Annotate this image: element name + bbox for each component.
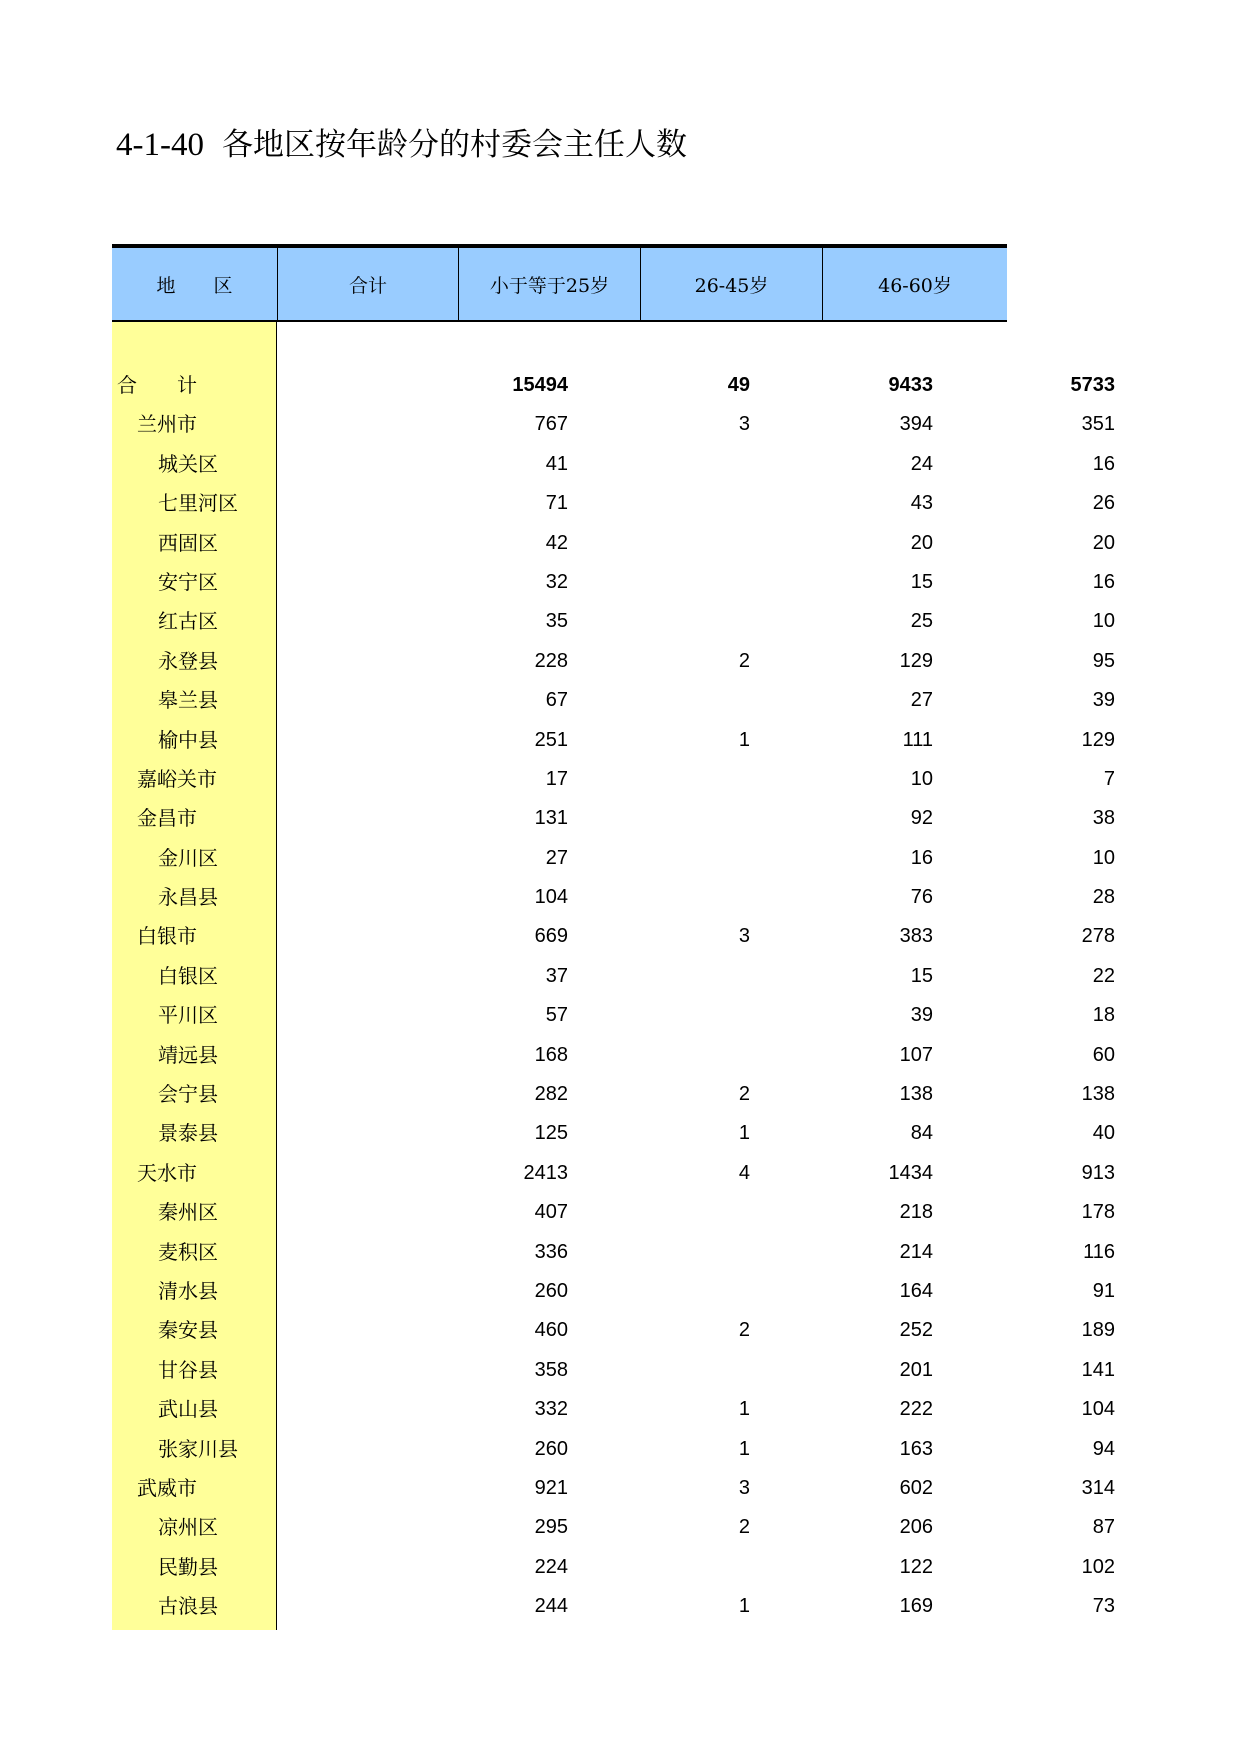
age-46-60-value: 129 xyxy=(1081,728,1115,751)
table-code: 4-1-40 xyxy=(116,127,204,163)
age-46-60-value: 7 xyxy=(1103,767,1115,790)
region-name: 民勤县 xyxy=(158,1554,218,1579)
age-26-45-value: 76 xyxy=(910,886,933,909)
table-row xyxy=(112,445,1115,484)
region-name: 合 计 xyxy=(117,373,197,397)
le25-value: 2 xyxy=(738,1083,750,1106)
region-name: 红古区 xyxy=(158,609,218,634)
total-value: 168 xyxy=(534,1043,568,1066)
total-value: 460 xyxy=(534,1319,568,1342)
age-46-60-value: 138 xyxy=(1081,1083,1115,1106)
table-row xyxy=(112,602,1115,641)
total-value: 42 xyxy=(545,531,568,554)
age-26-45-value: 394 xyxy=(899,413,933,436)
age-26-45-value: 15 xyxy=(910,964,933,987)
total-value: 295 xyxy=(534,1516,568,1539)
region-name: 白银区 xyxy=(158,963,218,988)
table-row xyxy=(112,1351,1115,1390)
age-46-60-value: 351 xyxy=(1081,413,1115,436)
region-name: 清水县 xyxy=(158,1278,218,1303)
age-46-60-value: 94 xyxy=(1092,1437,1115,1460)
region-name: 城关区 xyxy=(158,451,218,476)
table-row xyxy=(112,1311,1115,1350)
le25-value xyxy=(568,760,750,799)
le25-value xyxy=(568,602,750,641)
age-26-45-value: 24 xyxy=(910,452,933,475)
region-name: 七里河区 xyxy=(158,491,238,516)
age-46-60-value: 16 xyxy=(1092,570,1115,593)
age-46-60-value: 141 xyxy=(1081,1358,1115,1381)
le25-value xyxy=(568,996,750,1035)
le25-value xyxy=(568,957,750,996)
table-row xyxy=(112,484,1115,523)
region-name: 兰州市 xyxy=(137,412,197,437)
region-name: 平川区 xyxy=(158,1003,218,1028)
age-26-45-value: 27 xyxy=(910,689,933,712)
table-row xyxy=(112,839,1115,878)
le25-value xyxy=(568,1036,750,1075)
total-value: 336 xyxy=(534,1240,568,1263)
header-26-45: 26-45岁 xyxy=(641,248,823,320)
age-46-60-value: 22 xyxy=(1092,964,1115,987)
age-26-45-value: 252 xyxy=(899,1319,933,1342)
table-row xyxy=(112,917,1115,956)
age-46-60-value: 26 xyxy=(1092,492,1115,515)
age-46-60-value: 16 xyxy=(1092,452,1115,475)
region-name: 天水市 xyxy=(137,1160,197,1185)
age-46-60-value: 314 xyxy=(1081,1476,1115,1499)
total-value: 15494 xyxy=(512,374,568,396)
table-row xyxy=(112,1272,1115,1311)
region-name: 永登县 xyxy=(158,648,218,673)
le25-value xyxy=(568,681,750,720)
total-value: 332 xyxy=(534,1398,568,1421)
age-46-60-value: 20 xyxy=(1092,531,1115,554)
table-row xyxy=(112,563,1115,602)
total-value: 228 xyxy=(534,649,568,672)
region-name: 金川区 xyxy=(158,845,218,870)
age-26-45-value: 383 xyxy=(899,925,933,948)
age-26-45-value: 16 xyxy=(910,846,933,869)
age-46-60-value: 178 xyxy=(1081,1201,1115,1224)
table-row xyxy=(112,405,1115,444)
age-26-45-value: 164 xyxy=(899,1279,933,1302)
age-26-45-value: 43 xyxy=(910,492,933,515)
table-title: 各地区按年龄分的村委会主任人数 xyxy=(221,127,687,163)
table-row xyxy=(112,1390,1115,1429)
le25-value: 4 xyxy=(738,1161,750,1184)
header-total: 合计 xyxy=(278,248,459,320)
age-26-45-value: 138 xyxy=(899,1083,933,1106)
total-value: 260 xyxy=(534,1437,568,1460)
le25-value xyxy=(568,1548,750,1587)
region-name: 秦州区 xyxy=(158,1200,218,1225)
table-row xyxy=(112,1469,1115,1508)
table-row xyxy=(112,957,1115,996)
total-value: 57 xyxy=(545,1004,568,1027)
total-value: 244 xyxy=(534,1595,568,1618)
age-26-45-value: 111 xyxy=(902,728,933,751)
total-value: 32 xyxy=(545,570,568,593)
le25-value: 1 xyxy=(738,1437,750,1460)
page-title xyxy=(116,123,687,167)
le25-value: 3 xyxy=(738,925,750,948)
age-26-45-value: 107 xyxy=(899,1043,933,1066)
region-name: 麦积区 xyxy=(158,1239,218,1264)
region-name: 景泰县 xyxy=(158,1121,218,1146)
table-row xyxy=(112,1508,1115,1547)
region-name: 永昌县 xyxy=(158,885,218,910)
age-26-45-value: 169 xyxy=(899,1595,933,1618)
total-value: 104 xyxy=(534,886,568,909)
le25-value xyxy=(568,445,750,484)
total-value: 27 xyxy=(545,846,568,869)
total-value: 669 xyxy=(534,925,568,948)
table-row xyxy=(112,878,1115,917)
total-value: 67 xyxy=(545,689,568,712)
age-46-60-value: 278 xyxy=(1081,925,1115,948)
le25-value: 2 xyxy=(738,649,750,672)
table-row xyxy=(112,366,1115,405)
table-row xyxy=(112,1114,1115,1153)
total-value: 35 xyxy=(545,610,568,633)
le25-value xyxy=(568,1233,750,1272)
table-row xyxy=(112,1154,1115,1193)
region-name: 嘉峪关市 xyxy=(137,766,217,791)
region-name: 西固区 xyxy=(158,530,218,555)
age-26-45-value: 122 xyxy=(899,1555,933,1578)
table-row xyxy=(112,1036,1115,1075)
total-value: 17 xyxy=(545,767,568,790)
le25-value xyxy=(568,1351,750,1390)
le25-value xyxy=(568,1272,750,1311)
region-name: 皋兰县 xyxy=(158,688,218,713)
table-row xyxy=(112,1587,1115,1626)
le25-value: 49 xyxy=(727,374,750,396)
region-name: 会宁县 xyxy=(158,1082,218,1107)
le25-value: 3 xyxy=(738,413,750,436)
age-26-45-value: 218 xyxy=(899,1201,933,1224)
region-name: 榆中县 xyxy=(158,727,218,752)
header-region: 地 区 xyxy=(112,248,278,320)
age-46-60-value: 913 xyxy=(1081,1161,1115,1184)
age-46-60-value: 189 xyxy=(1081,1319,1115,1342)
region-name: 武威市 xyxy=(137,1475,197,1500)
age-46-60-value: 95 xyxy=(1092,649,1115,672)
region-name: 甘谷县 xyxy=(158,1357,218,1382)
total-value: 251 xyxy=(534,728,568,751)
table-row xyxy=(112,681,1115,720)
age-26-45-value: 129 xyxy=(899,649,933,672)
le25-value xyxy=(568,878,750,917)
age-26-45-value: 92 xyxy=(910,807,933,830)
le25-value xyxy=(568,799,750,838)
le25-value xyxy=(568,1193,750,1232)
region-name: 白银市 xyxy=(137,924,197,949)
le25-value: 1 xyxy=(738,728,750,751)
age-46-60-value: 87 xyxy=(1092,1516,1115,1539)
age-26-45-value: 25 xyxy=(910,610,933,633)
total-value: 41 xyxy=(545,452,568,475)
age-26-45-value: 10 xyxy=(910,767,933,790)
region-name: 古浪县 xyxy=(158,1594,218,1619)
age-46-60-value: 40 xyxy=(1092,1122,1115,1145)
total-value: 125 xyxy=(534,1122,568,1145)
table-row xyxy=(112,1193,1115,1232)
age-26-45-value: 9433 xyxy=(888,374,933,396)
table-row xyxy=(112,799,1115,838)
age-46-60-value: 39 xyxy=(1092,689,1115,712)
le25-value: 2 xyxy=(738,1319,750,1342)
age-46-60-value: 18 xyxy=(1092,1004,1115,1027)
table-row xyxy=(112,1548,1115,1587)
age-26-45-value: 602 xyxy=(899,1476,933,1499)
total-value: 260 xyxy=(534,1279,568,1302)
le25-value: 1 xyxy=(738,1595,750,1618)
age-46-60-value: 38 xyxy=(1092,807,1115,830)
le25-value xyxy=(568,563,750,602)
le25-value: 1 xyxy=(738,1122,750,1145)
total-value: 407 xyxy=(534,1201,568,1224)
age-26-45-value: 214 xyxy=(899,1240,933,1263)
age-26-45-value: 163 xyxy=(899,1437,933,1460)
le25-value xyxy=(568,839,750,878)
table-row xyxy=(112,760,1115,799)
age-46-60-value: 10 xyxy=(1092,610,1115,633)
table-row xyxy=(112,642,1115,681)
table-row xyxy=(112,1075,1115,1114)
total-value: 358 xyxy=(534,1358,568,1381)
age-26-45-value: 222 xyxy=(899,1398,933,1421)
total-value: 224 xyxy=(534,1555,568,1578)
data-table xyxy=(112,244,1115,1630)
total-value: 131 xyxy=(534,807,568,830)
age-26-45-value: 20 xyxy=(910,531,933,554)
age-46-60-value: 104 xyxy=(1081,1398,1115,1421)
table-row xyxy=(112,721,1115,760)
region-name: 秦安县 xyxy=(158,1318,218,1343)
total-value: 767 xyxy=(534,413,568,436)
le25-value: 2 xyxy=(738,1516,750,1539)
header-46-60: 46-60岁 xyxy=(878,274,952,297)
region-name: 安宁区 xyxy=(158,569,218,594)
table-body xyxy=(112,366,1115,1627)
total-value: 921 xyxy=(534,1476,568,1499)
total-value: 71 xyxy=(545,492,568,515)
region-name: 靖远县 xyxy=(158,1042,218,1067)
le25-value: 1 xyxy=(738,1398,750,1421)
total-value: 2413 xyxy=(523,1161,568,1184)
age-26-45-value: 201 xyxy=(899,1358,933,1381)
region-name: 金昌市 xyxy=(137,806,197,831)
age-46-60-value: 60 xyxy=(1092,1043,1115,1066)
le25-value xyxy=(568,524,750,563)
age-46-60-value: 73 xyxy=(1092,1595,1115,1618)
age-46-60-value: 91 xyxy=(1092,1279,1115,1302)
total-value: 37 xyxy=(545,964,568,987)
region-name: 凉州区 xyxy=(158,1515,218,1540)
age-26-45-value: 15 xyxy=(910,570,933,593)
age-46-60-value: 28 xyxy=(1092,886,1115,909)
table-row xyxy=(112,1233,1115,1272)
header-le25: 小于等于25岁 xyxy=(459,248,641,320)
le25-value: 3 xyxy=(738,1476,750,1499)
age-46-60-value: 5733 xyxy=(1070,374,1115,396)
table-row xyxy=(112,996,1115,1035)
table-header xyxy=(112,248,1007,322)
age-46-60-value: 10 xyxy=(1092,846,1115,869)
age-26-45-value: 1434 xyxy=(888,1161,933,1184)
age-26-45-value: 206 xyxy=(899,1516,933,1539)
region-name: 张家川县 xyxy=(158,1436,238,1461)
table-row xyxy=(112,1430,1115,1469)
le25-value xyxy=(568,484,750,523)
age-26-45-value: 84 xyxy=(910,1122,933,1145)
table-row xyxy=(112,524,1115,563)
age-26-45-value: 39 xyxy=(910,1004,933,1027)
region-name: 武山县 xyxy=(158,1397,218,1422)
age-46-60-value: 102 xyxy=(1081,1555,1115,1578)
age-46-60-value: 116 xyxy=(1083,1240,1115,1263)
total-value: 282 xyxy=(534,1083,568,1106)
